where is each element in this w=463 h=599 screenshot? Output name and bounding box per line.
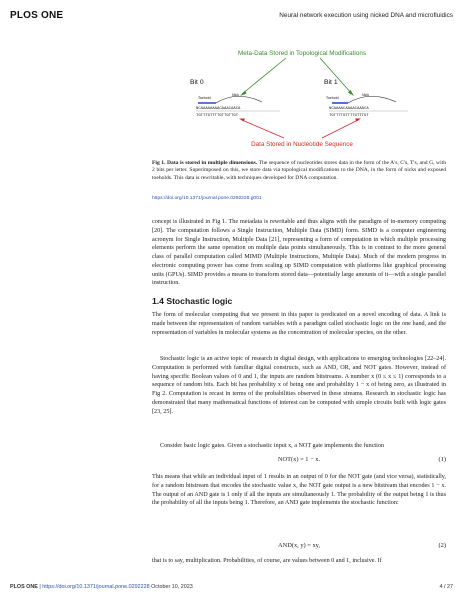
equation-1-number: (1) [438, 456, 446, 463]
bit0-nick-label: Nick [232, 93, 239, 97]
red-arrow-left [242, 120, 284, 138]
bit1-nick-label: Nick [362, 93, 369, 97]
equation-2-body: AND(x, y) = xy, [277, 542, 321, 549]
bit0-top-sequence: NCAAAAAAAACAAACAACA [196, 107, 241, 111]
page-header [10, 8, 453, 28]
footer-doi-link[interactable]: https://doi.org/10.1371/journal.pone.0292228 [42, 584, 150, 590]
equation-1 [152, 456, 446, 466]
bit0-toehold-label: Toehold [198, 96, 211, 100]
caption-text: The sequence of nucleotides stores data in the form of the A's, C's, T's, and G, with 2 bits per letter. Superimposed on this, we store data via topological modifications to the DNA, in the form of nicks and exposed toeholds. This data is rewritable, with techniques developed for DNA computation. [152, 160, 446, 181]
green-arrow-left [242, 58, 286, 94]
bit1-title: Bit 1 [324, 79, 338, 86]
equation-2 [152, 542, 446, 552]
footer-citation [10, 584, 193, 590]
bit0-strand-arc [216, 96, 262, 103]
figure-caption [152, 160, 446, 182]
bit0-bottom-sequence: TGTTTGTTTTGTTGTTGT [196, 114, 239, 118]
bit1-strand-arc [348, 96, 396, 103]
section-heading: 1.4 Stochastic logic [152, 296, 233, 306]
bit0-title: Bit 0 [190, 79, 204, 86]
metadata-label: Meta-Data Stored in Topological Modifications [238, 50, 366, 57]
footer-date: October 10, 2023 [149, 584, 193, 590]
footer-sep: | [37, 584, 43, 590]
footer-journal: PLOS ONE [10, 584, 38, 590]
bit1-bottom-sequence: TGTTTTGTTTTGTTTGT [329, 114, 369, 118]
data-label: Data Stored in Nucleotide Sequence [251, 141, 353, 148]
paragraph-multiplication: that is to say, multiplication. Probabilities, of course, are values between 0 and 1, inclusive. If [152, 558, 382, 564]
equation-1-body: NOT(x) = 1 − x. [277, 456, 321, 463]
figure-doi-link[interactable]: https://doi.org/10.1371/journal.pone.0292228.g001 [152, 196, 262, 201]
bit1-top-sequence: NCAAAACAAAACAAACA [329, 107, 369, 111]
page-footer [10, 584, 453, 594]
equation-2-number: (2) [438, 542, 446, 549]
paragraph-simd: concept is illustrated in Fig 1. The metadata is rewritable and thus aligns with the paradigm of in-memory computing [20]. The computation follows a Single Instruction, Multiple Data (SIMD) form. SIMD is a computer engineering acronym for Single Instruction, Multiple Data [21], representing a form of computation in which multiple processing elements perform the same operation on multiple data points simultaneously. This is in contrast to the more general class of parallel computation called MIMD (Multiple Instructions, Multiple Data). Much of the modern progress in electronic computing power has come from scaling up SIMD computation with platforms like graphical processing units (GPUs). SIMD provides a means to transform stored data—potentially large amounts of it—with a single parallel instruction. [152, 219, 446, 287]
figure-1 [182, 46, 422, 156]
paragraph-gates: Consider basic logic gates. Given a stochastic input x, a NOT gate implements the function [160, 443, 384, 449]
paragraph-not-and: This means that while an individual input of 1 results in an output of 0 for the NOT gate (and vice versa), statistically, for a random bitstream that encodes the stochastic value x, the NOT gate output is a new bitstream that encodes 1 − x. The output of an AND gate is 1 only if all the inputs are simultaneously 1. The probability of the output being 1 is thus the probability of all the inputs being 1. Therefore, an AND gate implements the stochastic function: [152, 474, 446, 507]
journal-name: PLOS ONE [10, 10, 64, 21]
page-number: 4 / 27 [439, 584, 453, 590]
green-arrow-right [320, 58, 352, 94]
paragraph-stochastic: Stochastic logic is an active topic of research in digital design, with applications to emerging technologies [22–24]. Computation is performed with familiar digital constructs, such as AND, OR, and NOT gates. However, instead of having specific Boolean values of 0 and 1, the inputs are random bitstreams. A number x (0 ≤ x ≤ 1) corresponds to a sequence of random bits. Each bit has probability x of being one and probability 1 − x of being zero, as illustrated in Fig 2. Computation is recast in terms of the probabilities observed in these streams. Research in stochastic logic has demonstrated that many mathematical functions of interest can be computed with simple circuits built with logic gates [23, 25]. [152, 356, 446, 415]
red-arrow-right [322, 120, 358, 138]
dna-diagram [182, 46, 422, 156]
caption-label: Fig 1. Data is stored in multiple dimensions. [152, 160, 258, 166]
bit1-toehold-label: Toehold [326, 96, 339, 100]
paragraph-intro: The form of molecular computing that we present in this paper is predicated on a novel encoding of data. A link is made between the representation of random variables with a paradigm called stochastic logic on the one hand, and the representation of variables in molecular systems as the concentration of molecular species, on the other. [152, 312, 446, 336]
running-title: Neural network execution using nicked DNA and microfluidics [279, 12, 453, 19]
